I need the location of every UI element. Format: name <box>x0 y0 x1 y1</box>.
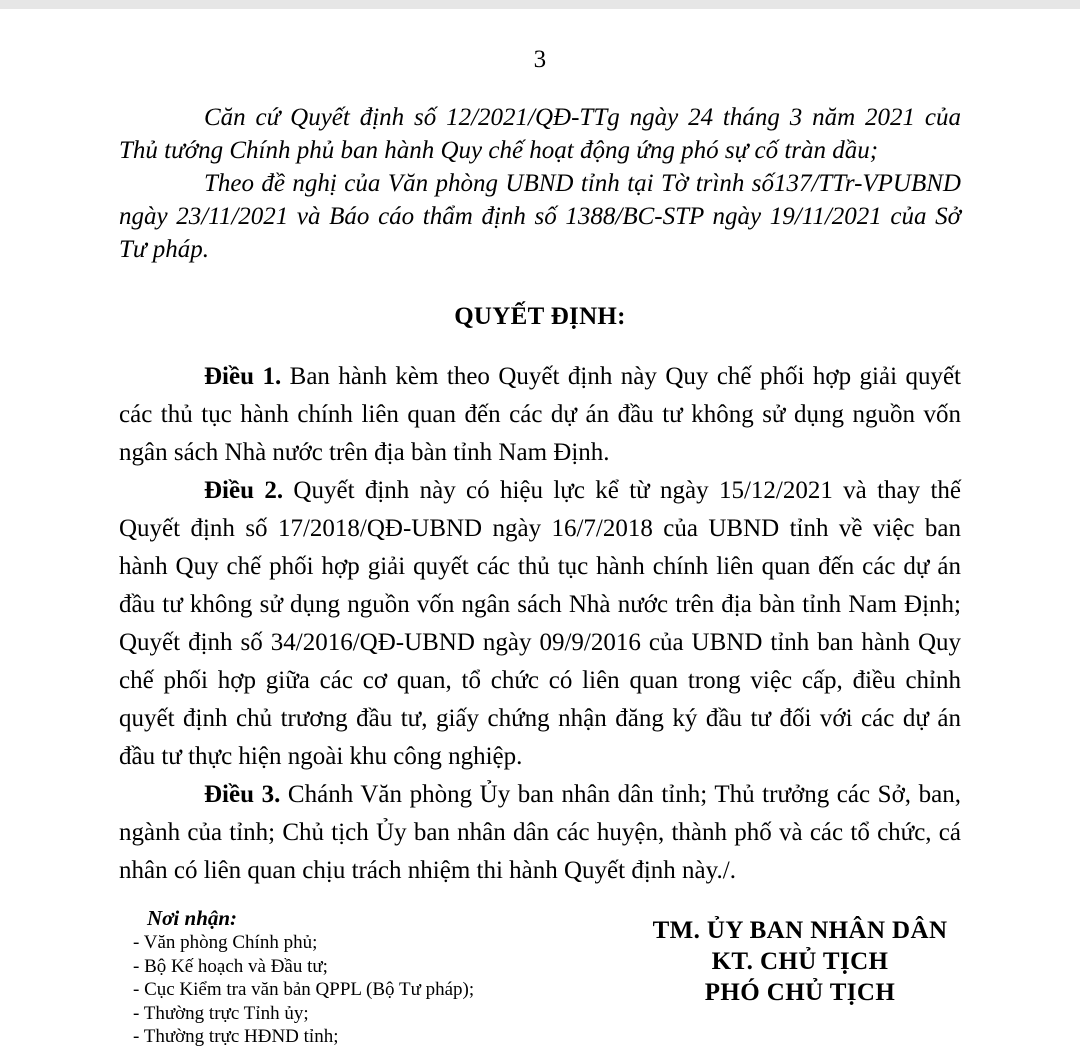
article-1 <box>119 358 961 472</box>
article-2-text: Quyết định này có hiệu lực kể từ ngày 15/12/2021 và thay thế Quyết định số 17/2018/QĐ-UBND ngày 16/7/2018 của UBND tỉnh về việc ban hành Quy chế phối hợp giải quyết các thủ tục hành chính liên quan đến các dự án đầu tư không sử dụng nguồn vốn ngân sách Nhà nước trên địa bàn tỉnh Nam Định; Quyết định số 34/2016/QĐ-UBND ngày 09/9/2016 của UBND tỉnh ban hành Quy chế phối hợp giữa các cơ quan, tổ chức có liên quan trong việc cấp, điều chỉnh quyết định chủ trương đầu tư, giấy chứng nhận đăng ký đầu tư đối với các dự án đầu tư thực hiện ngoài khu công nghiệp. <box>119 477 962 770</box>
articles-block <box>119 332 961 890</box>
recipients-title: Nơi nhận: <box>147 906 238 930</box>
recipient-item: - Thường trực HĐND tỉnh; <box>133 1026 339 1047</box>
page-number: 3 <box>533 46 547 73</box>
preamble-paragraph: Căn cứ Quyết định số 12/2021/QĐ-TTg ngày 24 tháng 3 năm 2021 của Thủ tướng Chính phủ ban hành Quy chế hoạt động ứng phó sự cố tràn dầu; <box>119 104 961 164</box>
recipient-item: - Thường trực Tỉnh ủy; <box>133 1002 309 1024</box>
article-2 <box>119 472 961 776</box>
document-footer <box>0 905 1080 1056</box>
recipient-item: - Văn phòng Chính phủ; <box>133 932 318 953</box>
signature-authority: TM. ỦY BAN NHÂN DÂN <box>652 917 948 944</box>
article-1-text: Ban hành kèm theo Quyết định này Quy chế phối hợp giải quyết các thủ tục hành chính liên quan đến các dự án đầu tư không sử dụng nguồn vốn ngân sách Nhà nước trên địa bàn tỉnh Nam Định. <box>119 363 961 466</box>
preamble-block <box>119 75 961 266</box>
preamble-paragraph: Theo đề nghị của Văn phòng UBND tỉnh tại Tờ trình số137/TTr-VPUBND ngày 23/11/2021 và Báo cáo thẩm định số 1388/BC-STP ngày 19/11/2021 của Sở Tư pháp. <box>119 170 961 263</box>
article-3-text: Chánh Văn phòng Ủy ban nhân dân tỉnh; Thủ trưởng các Sở, ban, ngành của tỉnh; Chủ tịch Ủy ban nhân dân các huyện, thành phố và các tổ chức, cá nhân có liên quan chịu trách nhiệm thi hành Quyết định này./. <box>119 781 961 884</box>
viewer-chrome-strip <box>0 0 1080 9</box>
decision-heading: QUYẾT ĐỊNH: <box>454 303 626 330</box>
recipients-list <box>133 931 563 1049</box>
page-content <box>0 9 1080 890</box>
signature-role-prefix: KT. CHỦ TỊCH <box>711 948 889 975</box>
signature-block <box>590 915 1010 1008</box>
article-2-label: Điều 2. <box>204 477 284 504</box>
recipient-item: - Cục Kiểm tra văn bản QPPL (Bộ Tư pháp); <box>133 979 475 1000</box>
recipient-item: - Bộ Kế hoạch và Đầu tư; <box>133 955 328 977</box>
article-3-label: Điều 3. <box>204 781 281 808</box>
article-3 <box>119 776 961 890</box>
signature-title: PHÓ CHỦ TỊCH <box>704 979 896 1006</box>
article-1-label: Điều 1. <box>204 363 282 390</box>
recipients-block <box>133 905 563 1049</box>
